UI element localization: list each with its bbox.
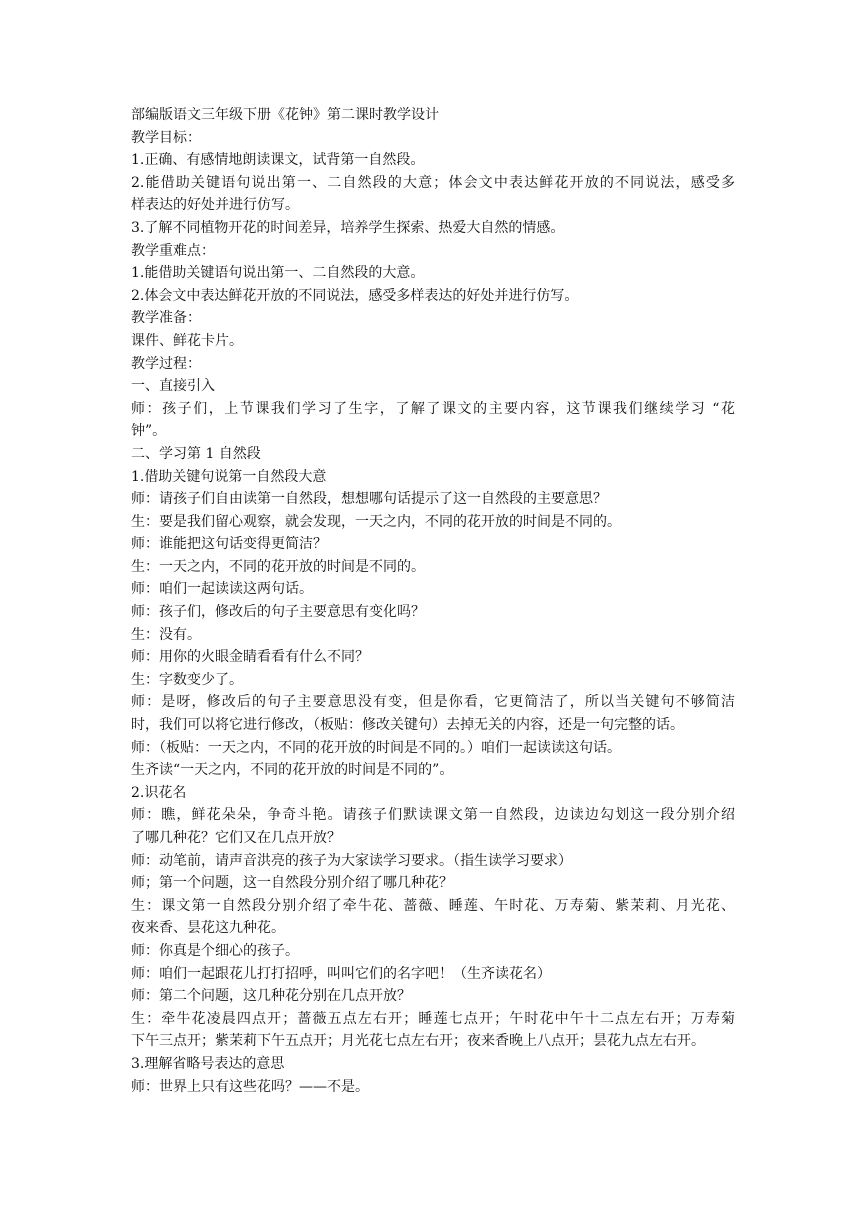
- section-heading-process: 教学过程：: [131, 355, 201, 372]
- text-line: 师：请孩子们自由读第一自然段，想想哪句话提示了这一自然段的主要意思？: [131, 491, 607, 508]
- text-line: 夜来香、昙花这九种花。: [131, 920, 285, 937]
- section-heading-key-points: 教学重难点：: [131, 242, 215, 259]
- text-line: 3.了解不同植物开花的时间差异，培养学生探索、热爱大自然的情感。: [131, 219, 565, 236]
- text-line: 生：课文第一自然段分别介绍了牵牛花、蔷薇、睡莲、午时花、万寿菊、紫茉莉、月光花、: [131, 897, 735, 914]
- text-line: 2.体会文中表达鲜花开放的不同说法，感受多样表达的好处并进行仿写。: [131, 287, 579, 304]
- text-line: 师：世界上只有这些花吗？——不是。: [131, 1078, 369, 1095]
- text-line: 师：孩子们，修改后的句子主要意思有变化吗？: [131, 604, 425, 621]
- section-heading-objectives: 教学目标：: [131, 129, 201, 146]
- document-page: [131, 104, 735, 1098]
- text-line: 了哪几种花？它们又在几点开放？: [131, 830, 341, 846]
- text-line: 1.能借助关键语句说出第一、二自然段的大意。: [131, 265, 425, 282]
- text-line: 钟”。: [131, 423, 167, 440]
- step-heading: 1.借助关键句说第一自然段大意: [131, 468, 327, 485]
- text-line: 师：咱们一起读读这两句话。: [131, 581, 313, 598]
- text-line: 生：牵牛花凌晨四点开；蔷薇五点左右开；睡莲七点开；午时花中午十二点左右开；万寿菊: [131, 1010, 735, 1027]
- text-line: 师；第一个问题，这一自然段分别介绍了哪几种花？: [131, 875, 453, 892]
- text-line: 师：谁能把这句话变得更简洁？: [131, 536, 327, 553]
- text-line: 师：是呀，修改后的句子主要意思没有变，但是你看，它更简洁了，所以当关键句不够简洁: [131, 694, 735, 711]
- text-line: 生齐读“一天之内，不同的花开放的时间是不同的”。: [131, 762, 454, 779]
- text-line: 下午三点开；紫茉莉下午五点开；月光花七点左右开；夜来香晚上八点开；昙花九点左右开。: [131, 1033, 705, 1050]
- text-line: 师：动笔前，请声音洪亮的孩子为大家读学习要求。（指生读学习要求）: [131, 852, 572, 869]
- text-line: 生：字数变少了。: [131, 671, 243, 688]
- text-line: 样表达的好处并进行仿写。: [131, 197, 299, 214]
- step-heading: 2.识花名: [131, 784, 187, 801]
- text-line: 师：瞧，鲜花朵朵，争奇斗艳。请孩子们默读课文第一自然段，边读边勾划这一段分别介绍: [131, 807, 735, 824]
- text-line: 生：没有。: [131, 626, 201, 643]
- text-line: 生：一天之内，不同的花开放的时间是不同的。: [131, 558, 425, 575]
- text-line: 1.正确、有感情地朗读课文，试背第一自然段。: [131, 152, 425, 169]
- subsection-heading: 二、学习第 1 自然段: [131, 445, 261, 462]
- subsection-heading: 一、直接引入: [131, 378, 215, 395]
- text-line: 2.能借助关键语句说出第一、二自然段的大意；体会文中表达鲜花开放的不同说法，感受多: [131, 174, 735, 191]
- document-title: 部编版语文三年级下册《花钟》第二课时教学设计: [131, 107, 439, 123]
- text-line: 师：咱们一起跟花儿打打招呼，叫叫它们的名字吧！（生齐读花名）: [131, 965, 551, 982]
- step-heading: 3.理解省略号表达的意思: [131, 1055, 285, 1072]
- text-line: 课件、鲜花卡片。: [131, 332, 243, 349]
- text-line: 生：要是我们留心观察，就会发现，一天之内，不同的花开放的时间是不同的。: [131, 513, 621, 530]
- text-line: 师：第二个问题，这几种花分别在几点开放？: [131, 988, 411, 1005]
- text-line: 时，我们可以将它进行修改，（板贴：修改关键句）去掉无关的内容，还是一句完整的话。: [131, 717, 684, 734]
- section-heading-preparation: 教学准备：: [131, 310, 201, 327]
- text-line: 师：你真是个细心的孩子。: [131, 942, 299, 959]
- text-line: 师：（板贴：一天之内，不同的花开放的时间是不同的。）咱们一起读读这句话。: [131, 739, 621, 756]
- text-line: 师：用你的火眼金睛看看有什么不同？: [131, 649, 369, 666]
- text-line: 师：孩子们，上节课我们学习了生字，了解了课文的主要内容，这节课我们继续学习 “花: [131, 400, 735, 417]
